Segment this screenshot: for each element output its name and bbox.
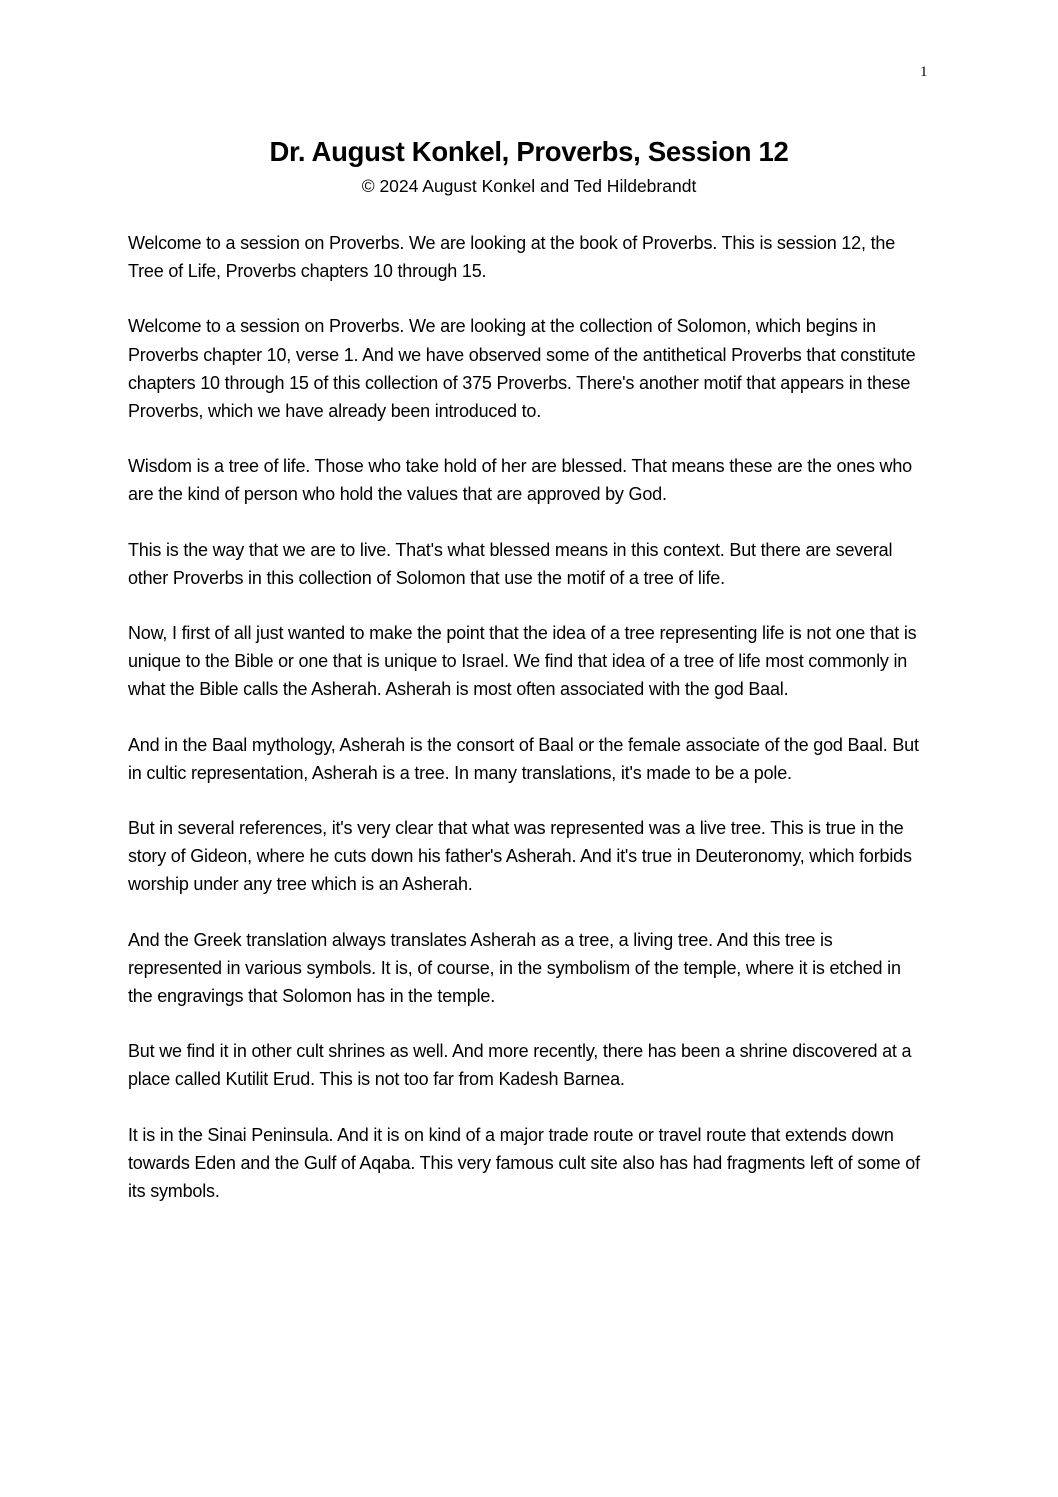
paragraph-3: Wisdom is a tree of life. Those who take hold of her are blessed. That means these are the ones who are the kind of person who hold the values that are approved by God. xyxy=(128,456,912,505)
paragraph-2: Welcome to a session on Proverbs. We are looking at the collection of Solomon, which begins in Proverbs chapter 10, verse 1. And we have observed some of the antithetical Proverbs that constitute chapters 10 through 15 of this collection of 375 Proverbs. There's another motif that appears in these Proverbs, which we have already been introduced to. xyxy=(128,316,916,422)
copyright-line: © 2024 August Konkel and Ted Hildebrandt xyxy=(361,176,697,196)
document-title: Dr. August Konkel, Proverbs, Session 12 xyxy=(269,136,789,167)
paragraph-9: But we find it in other cult shrines as well. And more recently, there has been a shrine discovered at a place called Kutilit Erud. This is not too far from Kadesh Barnea. xyxy=(128,1041,912,1090)
paragraph-6: And in the Baal mythology, Asherah is the consort of Baal or the female associate of the god Baal. But in cultic representation, Asherah is a tree. In many translations, it's made to be a pole. xyxy=(128,734,919,783)
page-number: 1 xyxy=(920,64,928,80)
paragraph-8: And the Greek translation always translates Asherah as a tree, a living tree. And this tree is represented in various symbols. It is, of course, in the symbolism of the temple, where it is etched in the engravings that Solomon has in the temple. xyxy=(128,929,901,1007)
paragraph-5: Now, I first of all just wanted to make the point that the idea of a tree representing life is not one that is unique to the Bible or one that is unique to Israel. We find that idea of a tree of life most commonly in what the Bible calls the Asherah. Asherah is most often associated with the god Baal. xyxy=(128,623,917,700)
document-body xyxy=(128,229,928,1232)
paragraph-1: Welcome to a session on Proverbs. We are looking at the book of Proverbs. This is session 12, the Tree of Life, Proverbs chapters 10 through 15. xyxy=(128,233,896,282)
paragraph-7: But in several references, it's very clear that what was represented was a live tree. This is true in the story of Gideon, where he cuts down his father's Asherah. And it's true in Deuteronomy, which forbids worship under any tree which is an Asherah. xyxy=(128,818,912,895)
paragraph-4: This is the way that we are to live. That's what blessed means in this context. But there are several other Proverbs in this collection of Solomon that use the motif of a tree of life. xyxy=(128,539,893,588)
paragraph-10: It is in the Sinai Peninsula. And it is on kind of a major trade route or travel route that extends down towards Eden and the Gulf of Aqaba. This very famous cult site also has had fragments left of some of its symbols. xyxy=(128,1124,920,1202)
